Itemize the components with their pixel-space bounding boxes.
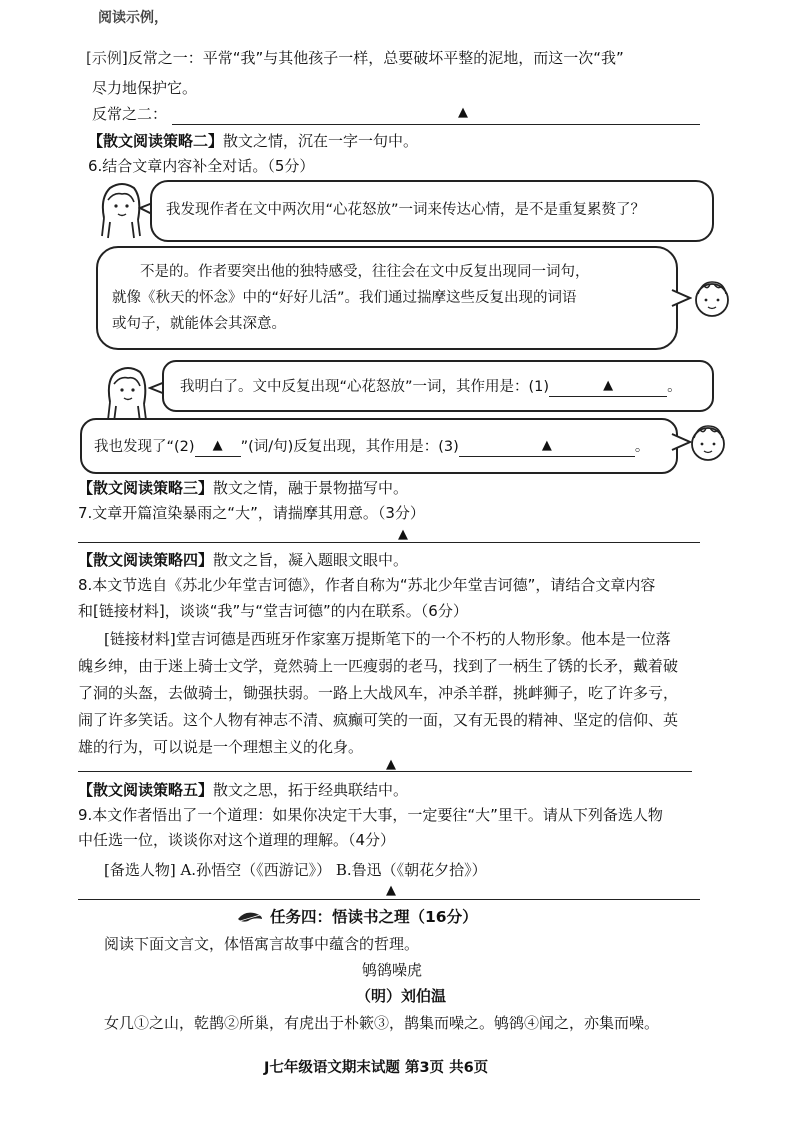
bubble1-text: 我发现作者在文中两次用“心花怒放”一词来传达心情，是不是重复累赘了？: [166, 202, 646, 218]
example-line-1: [示例]反常之一：平常“我”与其他孩子一样，总要破坏平整的泥地，而这一次“我”: [86, 49, 624, 67]
question-9-line1: 9.本文作者悟出了一个道理：如果你决定干大事，一定要往“大”里干。请从下列备选人物: [78, 806, 663, 824]
answer-line: [78, 899, 700, 900]
answer-line: [78, 542, 700, 543]
answer-blank-3[interactable]: [459, 435, 635, 457]
answer-triangle: ▲: [386, 757, 396, 772]
strategy2-heading: [88, 131, 418, 151]
strategy3-heading: [78, 478, 408, 498]
dialog-bubble-4: [80, 418, 678, 474]
task4-instruction: 阅读下面文言文，体悟寓言故事中蕴含的哲理。: [104, 935, 420, 953]
dialog-bubble-1: [150, 180, 714, 242]
strategy2-text: 散文之情，沉在一字一句中。: [223, 132, 419, 150]
girl-avatar-icon: [100, 362, 154, 424]
dialog-bubble-2: [96, 246, 678, 350]
passage-title: 鸲鹆噪虎: [362, 961, 423, 979]
strategy4-heading: [78, 550, 408, 570]
link-material-line2: 魄乡绅，由于迷上骑士文学，竟然骑上一匹瘦弱的老马，找到了一柄生了锈的长矛，戴着破: [78, 657, 679, 675]
link-material-line5: 雄的行为，可以说是一个理想主义的化身。: [78, 738, 364, 756]
bubble2-tail: [670, 288, 692, 310]
bubble2-line1: 不是的。作者要突出他的独特感受，往往会在文中反复出现同一词句，: [140, 264, 590, 280]
abnormal-two-label: 反常之二：: [92, 105, 168, 123]
boy-avatar-icon: [686, 420, 730, 464]
link-material-line4: 闹了许多笑话。这个人物有神志不清、疯癫可笑的一面，又有无畏的精神、坚定的信仰、英: [78, 711, 679, 729]
answer-blank-2[interactable]: [195, 435, 241, 457]
passage-author: （明）刘伯温: [356, 987, 447, 1005]
question-9-line2: 中任选一位，谈谈你对这个道理的理解。（4分）: [78, 831, 396, 849]
bubble3-text: 我明白了。文中反复出现“心花怒放”一词，其作用是：(1): [180, 379, 550, 395]
question-8-line2: 和[链接材料]，谈谈“我”与“堂吉诃德”的内在联系。（6分）: [78, 602, 468, 620]
candidate-options: [备选人物] A.孙悟空（《西游记》） B.鲁迅（《朝花夕拾》）: [104, 861, 487, 879]
answer-blank-1[interactable]: [549, 375, 667, 397]
bubble4-text-a: 我也发现了“(2): [94, 439, 195, 455]
bubble3-end: 。: [667, 379, 682, 395]
answer-triangle: ▲: [541, 438, 552, 453]
answer-line: [78, 771, 692, 772]
strategy4-text: 散文之旨，凝入题眼文眼中。: [213, 551, 409, 569]
strategy5-title: 【散文阅读策略五】: [78, 781, 214, 799]
bubble2-line3: 或句子，就能体会其深意。: [112, 316, 286, 332]
bubble2-line2: 就像《秋天的怀念》中的“好好儿活”。我们通过揣摩这些反复出现的词语: [112, 290, 577, 306]
bubble3-sentence: [180, 375, 682, 397]
example-line-2: 尽力地保护它。: [92, 79, 198, 97]
answer-triangle: ▲: [603, 378, 614, 393]
example-heading: 阅读示例，: [98, 10, 168, 26]
question-6: 6.结合文章内容补全对话。（5分）: [88, 157, 315, 175]
answer-line: [172, 124, 700, 125]
strategy3-text: 散文之情，融于景物描写中。: [213, 479, 409, 497]
answer-triangle: ▲: [458, 105, 468, 120]
page-footer: J七年级语文期末试题 第3页 共6页: [264, 1060, 489, 1076]
dialog-bubble-3: [162, 360, 714, 412]
question-7: 7.文章开篇渲染暴雨之“大”，请揣摩其用意。（3分）: [78, 504, 425, 522]
bubble4-sentence: [94, 435, 649, 457]
example-line-1-text: 反常之一：平常“我”与其他孩子一样，总要破坏平整的泥地，而这一次“我”: [127, 49, 624, 67]
answer-triangle: ▲: [212, 438, 223, 453]
feather-icon: [236, 909, 264, 925]
passage-first-line: 女几①之山，乾鹊②所巢，有虎出于朴簌③，鹊集而噪之。鸲鹆④闻之，亦集而噪。: [104, 1014, 660, 1032]
link-material-line1: [链接材料]堂吉诃德是西班牙作家塞万提斯笔下的一个不朽的人物形象。他本是一位落: [104, 630, 671, 648]
link-material-line3: 了洞的头盔，去做骑士，锄强扶弱。一路上大战风车，冲杀羊群，挑衅狮子，吃了许多亏，: [78, 684, 679, 702]
bubble4-text-b: ”(词/句)反复出现，其作用是：(3): [240, 439, 459, 455]
strategy3-title: 【散文阅读策略三】: [78, 479, 214, 497]
strategy2-title: 【散文阅读策略二】: [88, 132, 224, 150]
bubble4-text-c: 。: [634, 439, 650, 455]
strategy4-title: 【散文阅读策略四】: [78, 551, 214, 569]
task4-title: 任务四：悟读书之理（16分）: [270, 908, 478, 926]
strategy5-heading: [78, 780, 408, 800]
answer-triangle: ▲: [398, 527, 408, 542]
answer-triangle: ▲: [386, 883, 396, 898]
question-8-line1: 8.本文节选自《苏北少年堂吉诃德》，作者自称为“苏北少年堂吉诃德”，请结合文章内容: [78, 576, 656, 594]
example-label: 示例: [91, 49, 122, 67]
boy-avatar-icon: [690, 276, 734, 320]
strategy5-text: 散文之思，拓于经典联结中。: [213, 781, 409, 799]
